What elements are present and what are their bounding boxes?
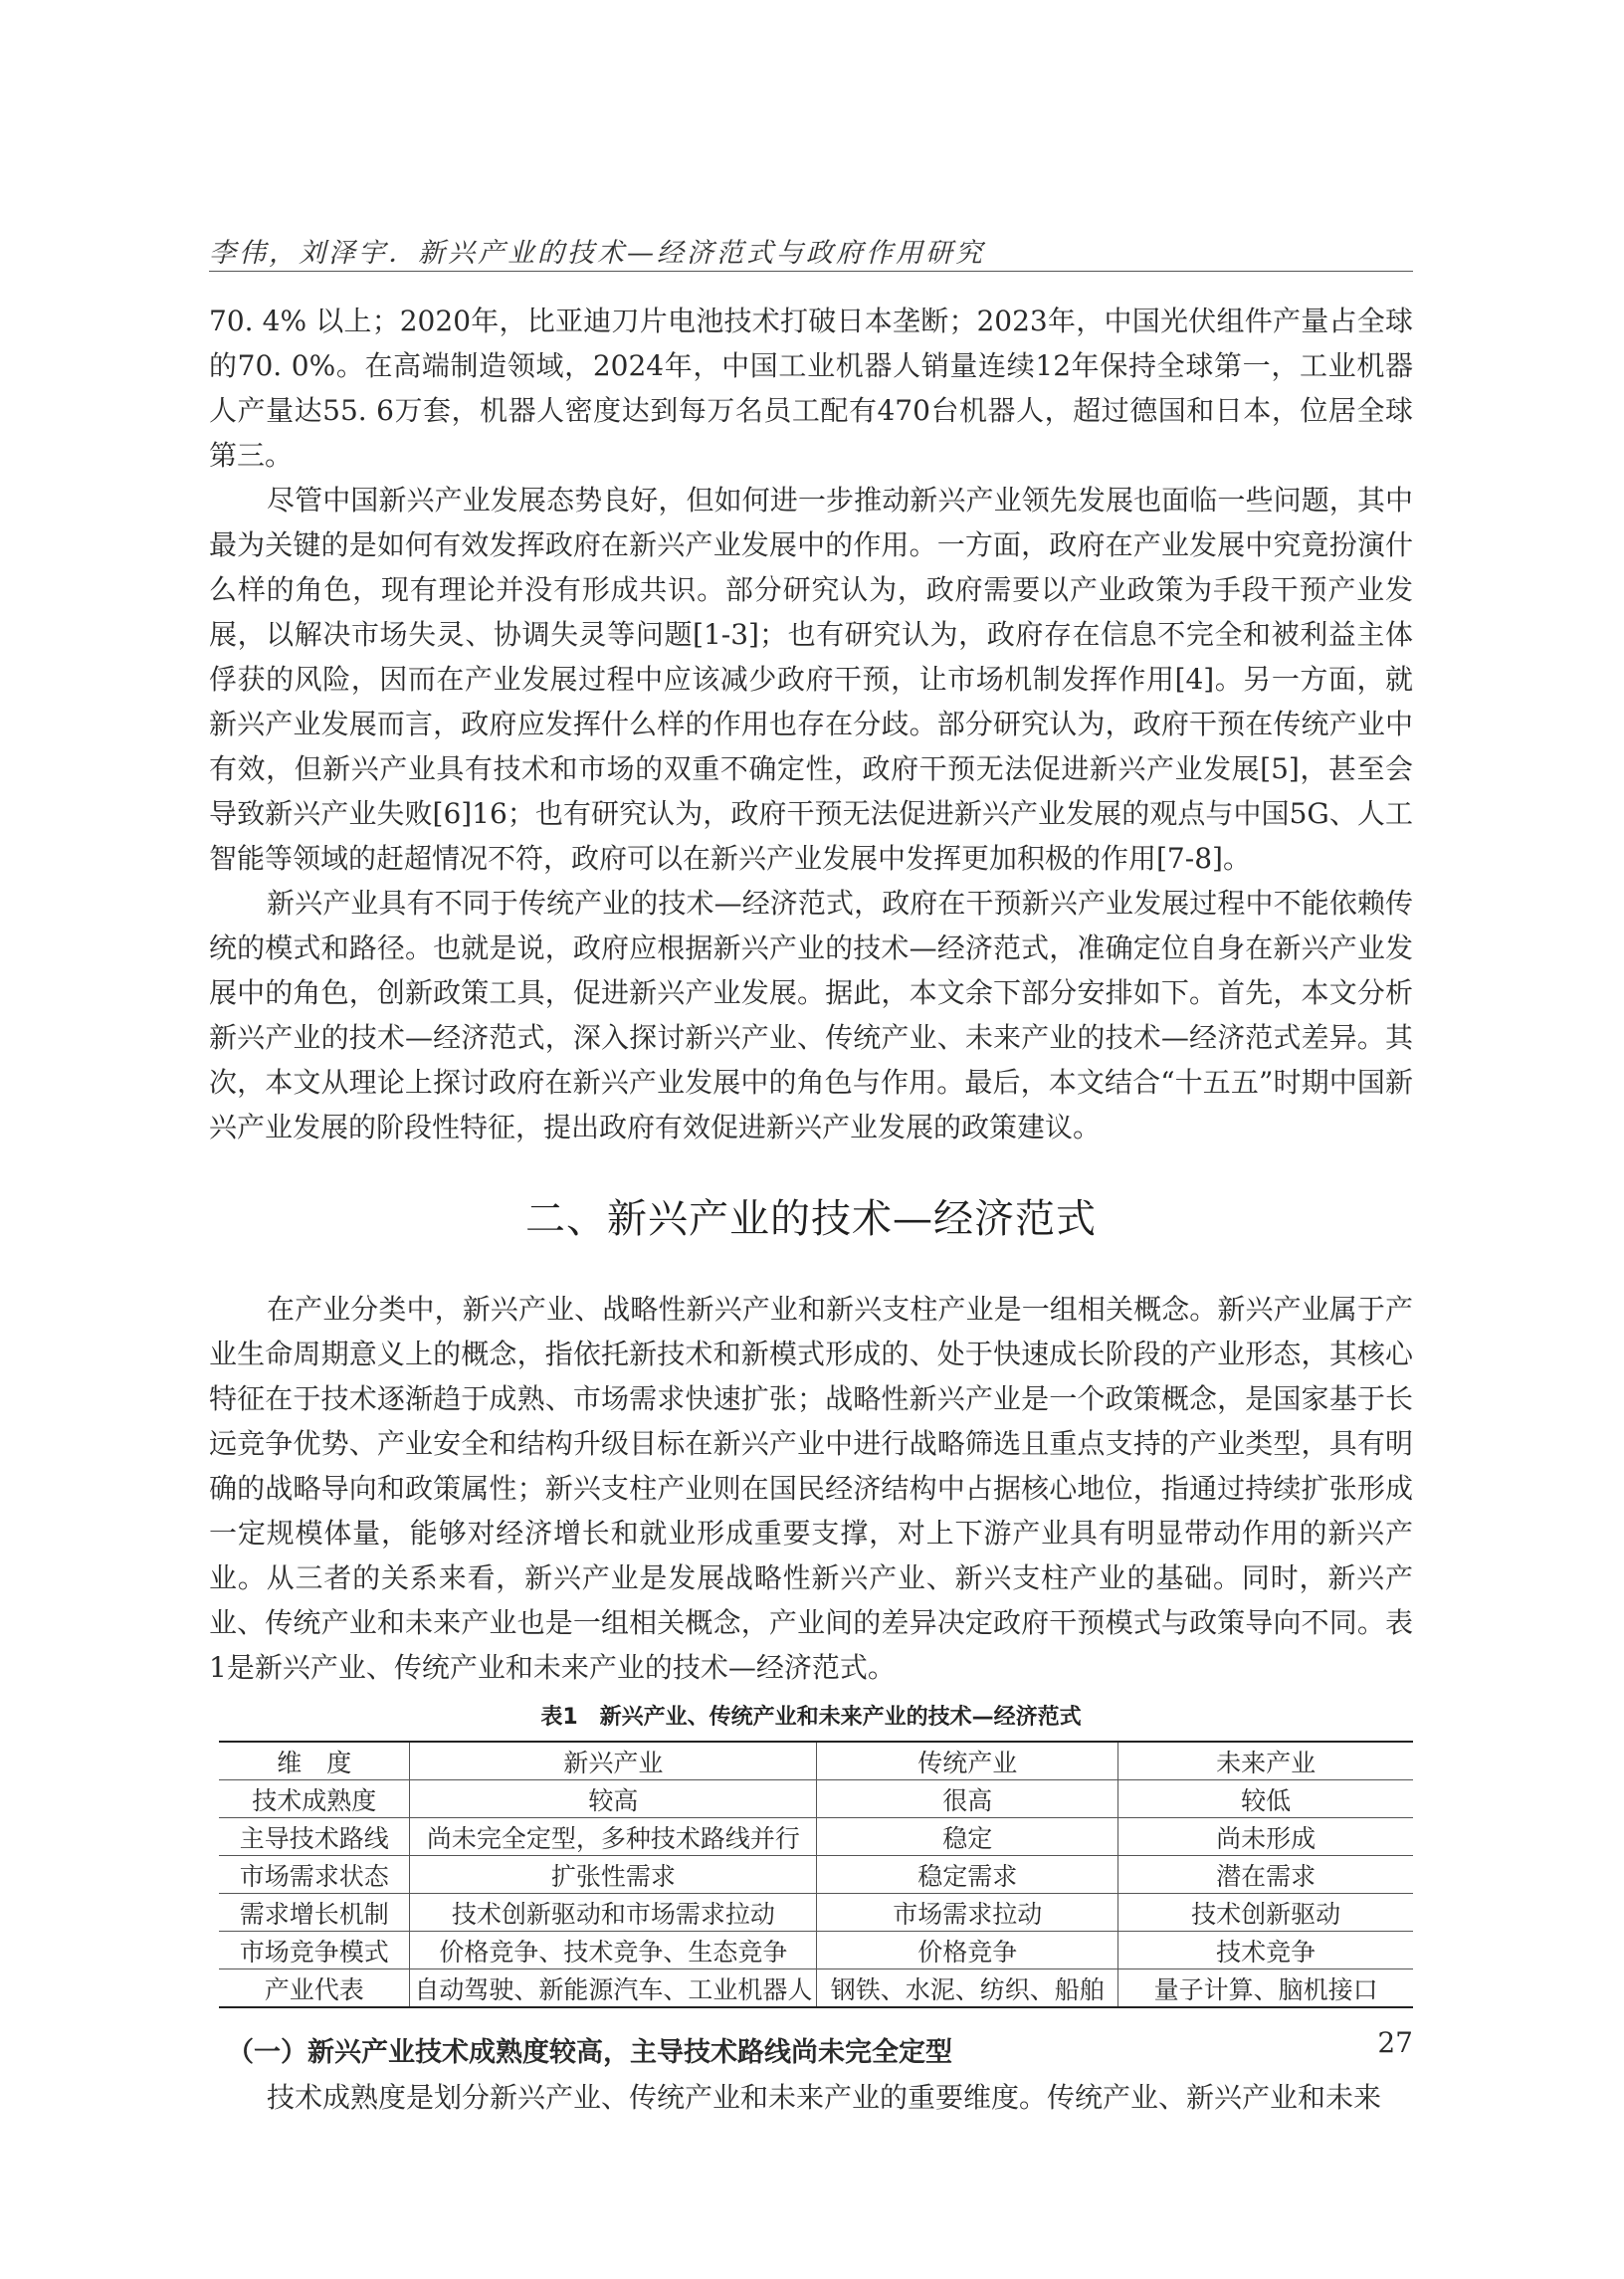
table-cell: 稳定 — [817, 1818, 1118, 1856]
table-cell: 尚未形成 — [1118, 1818, 1413, 1856]
table-header-row — [219, 1742, 1413, 1780]
table-header-cell: 维 度 — [219, 1742, 410, 1780]
table-cell: 量子计算、脑机接口 — [1118, 1969, 1413, 2008]
table-row — [219, 1969, 1413, 2008]
paragraph-3: 新兴产业具有不同于传统产业的技术—经济范式，政府在干预新兴产业发展过程中不能依赖传统的模式和路径。也就是说，政府应根据新兴产业的技术—经济范式，准确定位自身在新兴产业发展中的角色，创新政策工具，促进新兴产业发展。据此，本文余下部分安排如下。首先，本文分析新兴产业的技术—经济范式，深入探讨新兴产业、传统产业、未来产业的技术—经济范式差异。其次，本文从理论上探讨政府在新兴产业发展中的角色与作用。最后，本文结合“十五五”时期中国新兴产业发展的阶段性特征，提出政府有效促进新兴产业发展的政策建议。 — [209, 887, 1413, 1143]
table-cell: 需求增长机制 — [219, 1894, 410, 1932]
table-cell: 主导技术路线 — [219, 1818, 410, 1856]
table-header-cell: 传统产业 — [817, 1742, 1118, 1780]
table-cell: 市场需求状态 — [219, 1856, 410, 1894]
table-cell: 扩张性需求 — [410, 1856, 817, 1894]
table-cell: 技术竞争 — [1118, 1932, 1413, 1969]
paragraph-4: 在产业分类中，新兴产业、战略性新兴产业和新兴支柱产业是一组相关概念。新兴产业属于产业生命周期意义上的概念，指依托新技术和新模式形成的、处于快速成长阶段的产业形态，其核心特征在于技术逐渐趋于成熟、市场需求快速扩张；战略性新兴产业是一个政策概念，是国家基于长远竞争优势、产业安全和结构升级目标在新兴产业中进行战略筛选且重点支持的产业类型，具有明确的战略导向和政策属性；新兴支柱产业则在国民经济结构中占据核心地位，指通过持续扩张形成一定规模体量，能够对经济增长和就业形成重要支撑，对上下游产业具有明显带动作用的新兴产业。从三者的关系来看，新兴产业是发展战略性新兴产业、新兴支柱产业的基础。同时，新兴产业、传统产业和未来产业也是一组相关概念，产业间的差异决定政府干预模式与政策导向不同。表1是新兴产业、传统产业和未来产业的技术—经济范式。 — [209, 1293, 1413, 1684]
table-cell: 产业代表 — [219, 1969, 410, 2008]
table-row — [219, 1780, 1413, 1818]
table-cell: 钢铁、水泥、纺织、船舶 — [817, 1969, 1118, 2008]
table-cell: 技术创新驱动 — [1118, 1894, 1413, 1932]
table-row — [219, 1856, 1413, 1894]
table-cell: 较低 — [1118, 1780, 1413, 1818]
paragraph-2: 尽管中国新兴产业发展态势良好，但如何进一步推动新兴产业领先发展也面临一些问题，其中最为关键的是如何有效发挥政府在新兴产业发展中的作用。一方面，政府在产业发展中究竟扮演什么样的角色，现有理论并没有形成共识。部分研究认为，政府需要以产业政策为手段干预产业发展，以解决市场失灵、协调失灵等问题[1-3]；也有研究认为，政府存在信息不完全和被利益主体俘获的风险，因而在产业发展过程中应该减少政府干预，让市场机制发挥作用[4]。另一方面，就新兴产业发展而言，政府应发挥什么样的作用也存在分歧。部分研究认为，政府干预在传统产业中有效，但新兴产业具有技术和市场的双重不确定性，政府干预无法促进新兴产业发展[5]，甚至会导致新兴产业失败[6]16；也有研究认为，政府干预无法促进新兴产业发展的观点与中国5G、人工智能等领域的赶超情况不符，政府可以在新兴产业发展中发挥更加积极的作用[7-8]。 — [209, 484, 1413, 875]
page-number: 27 — [1377, 2026, 1413, 2059]
table-cell: 自动驾驶、新能源汽车、工业机器人 — [410, 1969, 817, 2008]
table-caption: 表1 新兴产业、传统产业和未来产业的技术—经济范式 — [540, 1705, 1082, 1730]
table-cell: 价格竞争、技术竞争、生态竞争 — [410, 1932, 817, 1969]
paragraph-5: 技术成熟度是划分新兴产业、传统产业和未来产业的重要维度。传统产业、新兴产业和未来 — [267, 2081, 1382, 2114]
page-body — [209, 299, 1413, 2120]
table-cell: 市场竞争模式 — [219, 1932, 410, 1969]
table-row — [219, 1894, 1413, 1932]
header-rule — [209, 271, 1413, 272]
table-row — [219, 1818, 1413, 1856]
subsection-title: （一）新兴产业技术成熟度较高，主导技术路线尚未完全定型 — [227, 2037, 952, 2068]
table-cell: 价格竞争 — [817, 1932, 1118, 1969]
table-cell: 技术创新驱动和市场需求拉动 — [410, 1894, 817, 1932]
paradigm-table — [219, 1741, 1413, 2008]
paragraph-1: 70. 4% 以上；2020年，比亚迪刀片电池技术打破日本垄断；2023年，中国光伏组件产量占全球的70. 0%。在高端制造领域，2024年，中国工业机器人销量连续12年保持全球第一，工业机器人产量达55. 6万套，机器人密度达到每万名员工配有470台机器人，超过德国和日本，位居全球第三。 — [209, 305, 1413, 472]
table-cell: 尚未完全定型，多种技术路线并行 — [410, 1818, 817, 1856]
table-cell: 潜在需求 — [1118, 1856, 1413, 1894]
running-head: 李伟，刘泽宇．新兴产业的技术—经济范式与政府作用研究 — [209, 238, 985, 269]
table-cell: 技术成熟度 — [219, 1780, 410, 1818]
table-header-cell: 未来产业 — [1118, 1742, 1413, 1780]
section-title: 二、新兴产业的技术—经济范式 — [525, 1196, 1097, 1242]
table-cell: 较高 — [410, 1780, 817, 1818]
table-header-cell: 新兴产业 — [410, 1742, 817, 1780]
table-cell: 很高 — [817, 1780, 1118, 1818]
table-cell: 市场需求拉动 — [817, 1894, 1118, 1932]
table-row — [219, 1932, 1413, 1969]
table-cell: 稳定需求 — [817, 1856, 1118, 1894]
